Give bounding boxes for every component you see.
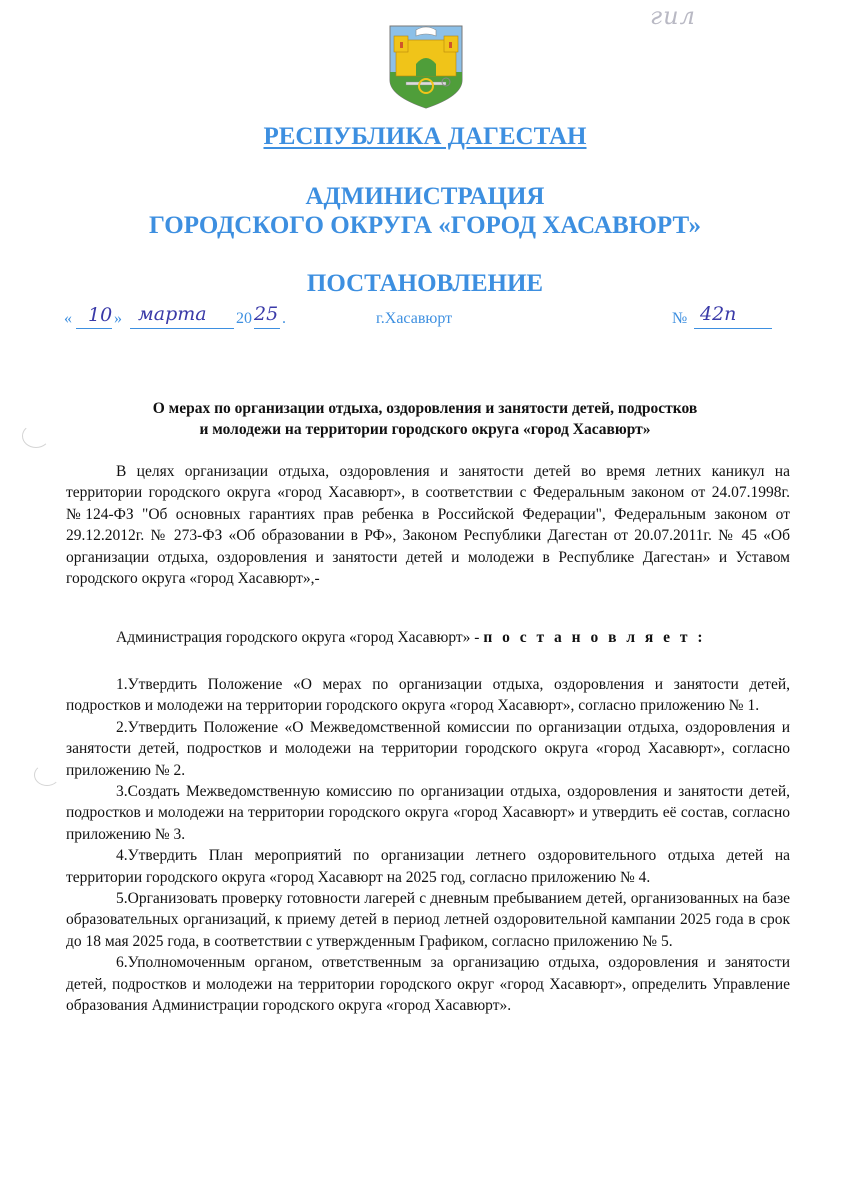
decree-item-1: 1.Утвердить Положение «О мерах по организации отдыха, оздоровления и занятости детей, подростков и молодежи на территории городского округа «город Хасавюрт», согласно приложению № 1. [66,676,790,715]
handwritten-day: 10 [88,304,113,326]
handwritten-number: 42п [700,303,737,325]
resolves-word: п о с т а н о в л я е т : [483,629,706,646]
title-line-1: О мерах по организации отдыха, оздоровления и занятости детей, подростков [152,400,698,417]
city-name: г.Хасавюрт [376,310,453,327]
preamble-paragraph: В целях организации отдыха, оздоровления и занятости детей во время летних каникул на территории городского округа «город Хасавюрт», в соответствии с Федеральным законом от 24.07.1998г. №124-ФЗ "Об основных гарантиях прав ребенка в Российской Федерации", Федеральным законом от 29.12.2012г. № 273-ФЗ «Об образовании в РФ», Законом Республики Дагестан от 20.07.2011г. № 45 «Об организации отдыха, оздоровления и занятости детей и молодежи в Республике Дагестан» и Уставом городского округа «город Хасавюрт»,- [66,463,790,588]
administration-heading-line1: АДМИНИСТРАЦИЯ [305,183,545,210]
document-type-heading: ПОСТАНОВЛЕНИЕ [306,270,544,297]
scan-margin-mark [34,764,60,786]
decree-items [66,674,790,1017]
number-underline [694,328,772,329]
handwritten-corner-mark: гил [650,2,696,30]
month-underline [130,328,234,329]
republic-heading: РЕСПУБЛИКА ДАГЕСТАН [263,123,587,150]
handwritten-month: марта [138,303,207,325]
handwritten-year: 25 [254,303,279,325]
year-prefix: 20 [236,310,252,327]
year-underline [254,328,280,329]
administration-heading-line2: ГОРОДСКОГО ОКРУГА «ГОРОД ХАСАВЮРТ» [149,212,701,239]
decree-item-5: 5.Организовать проверку готовности лагерей с дневным пребыванием детей, организованных на базе образовательных организаций, к приему детей в период летней оздоровительной кампании 2025 года в срок до 18 мая 2025 года, в соответствии с утвержденным Графиком, согласно приложению № 5. [66,890,790,950]
resolves-prefix: Администрация городского округа «город Хасавюрт» - [116,629,484,646]
decree-item-4: 4.Утвердить План мероприятий по организации летнего оздоровительного отдыха детей на территории городского округа «город Хасавюрт на 2025 год, согласно приложению № 4. [66,847,790,886]
scan-margin-mark [22,424,50,448]
date-open-quote: « [64,310,72,327]
number-sign: № [672,310,688,327]
decree-item-2: 2.Утвердить Положение «О Межведомственной комиссии по организации отдыха, оздоровления и занятости детей, подростков и молодежи на территории городского округа «город Хасавюрт», согласно приложению № 2. [66,718,790,779]
coat-of-arms-icon [386,22,466,110]
day-underline [76,328,112,329]
decree-item-3: 3.Создать Межведомственную комиссию по организации отдыха, оздоровления и занятости детей, подростков и молодежи на территории городского округа «город Хасавюрт» и утвердить её состав, согласно приложению № 3. [66,783,790,843]
decree-item-6: 6.Уполномоченным органом, ответственным за организацию отдыха, оздоровления и занятости детей, подростков и молодежи на территории городского округ «город Хасавюрт», определить Управление образования Администрации городского округа «город Хасавюрт». [66,954,790,1015]
document-title [70,398,780,440]
preamble [66,461,790,589]
title-line-2: и молодежи на территории городского округа «город Хасавюрт» [199,421,651,438]
date-close-quote: » [114,310,122,327]
date-number-line [64,303,784,336]
year-dot: . [282,310,286,327]
resolves-line [116,629,706,647]
